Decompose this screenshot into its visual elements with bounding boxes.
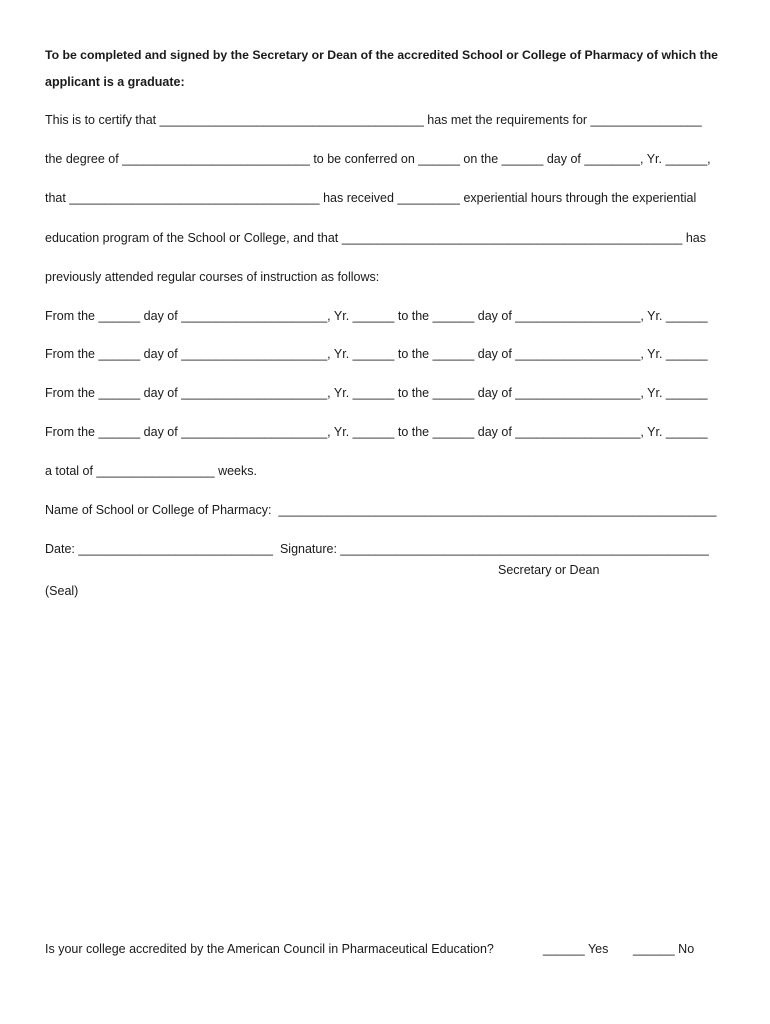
education-line: education program of the School or College, and that _________________________________________________ has xyxy=(45,231,706,245)
previously-line: previously attended regular courses of instruction as follows: xyxy=(45,270,380,284)
course-row: From the ______ day of _____________________, Yr. ______ to the ______ day of __________________, Yr. ______ xyxy=(45,386,708,400)
certify-line: This is to certify that ______________________________________ has met the requirements for ________________ xyxy=(45,113,702,127)
school-name-line: Name of School or College of Pharmacy: _______________________________________________________________ xyxy=(45,503,717,517)
yes-option: ______ Yes xyxy=(543,942,609,956)
date-signature-line: Date: ____________________________ Signature: _____________________________________________________ xyxy=(45,542,709,556)
degree-line: the degree of ___________________________ to be conferred on ______ on the ______ day of ________, Yr. ______, xyxy=(45,152,711,166)
total-weeks-line: a total of _________________ weeks. xyxy=(45,464,257,478)
experiential-line: that ____________________________________ has received _________ experiential hours through the experiential xyxy=(45,191,697,205)
course-row: From the ______ day of _____________________, Yr. ______ to the ______ day of __________________, Yr. ______ xyxy=(45,425,708,439)
seal-label: (Seal) xyxy=(45,584,79,598)
heading-line-1: To be completed and signed by the Secretary or Dean of the accredited School or College of Pharmacy of which the xyxy=(45,48,718,62)
signature-caption: Secretary or Dean xyxy=(498,563,600,577)
course-row: From the ______ day of _____________________, Yr. ______ to the ______ day of __________________, Yr. ______ xyxy=(45,309,708,323)
no-option: ______ No xyxy=(633,942,695,956)
heading-line-2: applicant is a graduate: xyxy=(45,75,185,89)
accreditation-question: Is your college accredited by the American Council in Pharmaceutical Education? xyxy=(45,942,494,956)
course-row: From the ______ day of _____________________, Yr. ______ to the ______ day of __________________, Yr. ______ xyxy=(45,347,708,361)
